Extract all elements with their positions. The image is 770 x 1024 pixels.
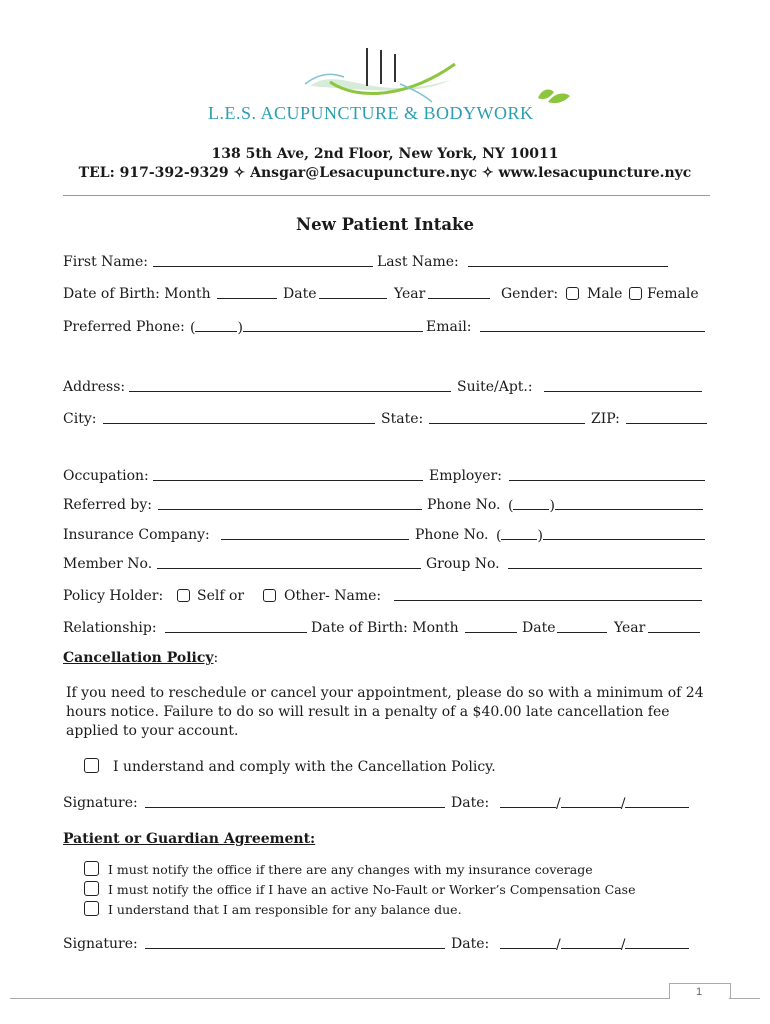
member-no-field[interactable] <box>157 555 421 569</box>
dob-year-field[interactable] <box>428 285 490 299</box>
insurance-phone-field[interactable] <box>543 526 705 540</box>
dob-date-field[interactable] <box>319 285 387 299</box>
occupation-label: Occupation: <box>63 468 149 484</box>
insurance-phone-area-field[interactable] <box>501 526 537 540</box>
signature-year-field-1[interactable] <box>625 794 689 808</box>
suite-label: Suite/Apt.: <box>457 379 533 395</box>
dob-date-label: Date <box>283 286 317 302</box>
signature-label-1: Signature: <box>63 795 138 811</box>
city-label: City: <box>63 411 97 427</box>
cancellation-heading-colon: : <box>213 650 219 666</box>
agreement-item-label-2: I must notify the office if I have an active No-Fault or Worker’s Compensation Case <box>108 882 636 897</box>
address-field[interactable] <box>129 378 451 392</box>
relationship-label: Relationship: <box>63 620 157 636</box>
male-label: Male <box>587 286 623 302</box>
agreement-checkbox-3[interactable] <box>84 901 99 916</box>
signature-year-field-2[interactable] <box>625 935 689 949</box>
dob-month-label: Date of Birth: Month <box>63 286 211 302</box>
signature-day-field-2[interactable] <box>561 935 621 949</box>
header-divider <box>63 195 710 196</box>
signature-date-label-2: Date: <box>451 936 490 952</box>
zip-field[interactable] <box>626 410 707 424</box>
address-label: Address: <box>63 379 126 395</box>
signature-label-2: Signature: <box>63 936 138 952</box>
female-label: Female <box>647 286 699 302</box>
agreement-item-label-3: I understand that I am responsible for any balance due. <box>108 902 462 917</box>
signature-month-field-1[interactable] <box>500 794 556 808</box>
agreement-heading-text: Patient or Guardian Agreement: <box>63 831 316 847</box>
state-field[interactable] <box>429 410 585 424</box>
first-name-label: First Name: <box>63 254 149 270</box>
self-label: Self or <box>197 588 245 604</box>
holder-dob-date-label: Date <box>522 620 556 636</box>
preferred-phone-label: Preferred Phone: <box>63 319 185 335</box>
referrer-phone-area-field[interactable] <box>513 496 549 510</box>
email-field[interactable] <box>480 318 705 332</box>
relationship-field[interactable] <box>165 619 307 633</box>
member-no-label: Member No. <box>63 556 153 572</box>
footer-line-left <box>10 998 670 999</box>
dob-month-field[interactable] <box>217 285 277 299</box>
preferred-phone-area-field[interactable] <box>195 318 237 332</box>
agreement-checkbox-1[interactable] <box>84 861 99 876</box>
holder-dob-year-label: Year <box>614 620 646 636</box>
other-name-label: Other- Name: <box>284 588 382 604</box>
footer-line-right <box>729 998 760 999</box>
occupation-field[interactable] <box>153 467 423 481</box>
insurance-phone-label: Phone No. <box>415 527 489 543</box>
self-checkbox[interactable] <box>177 589 190 602</box>
form-title: New Patient Intake <box>296 215 474 234</box>
clinic-address: 138 5th Ave, 2nd Floor, New York, NY 10011 <box>211 146 559 162</box>
cancellation-agree-label: I understand and comply with the Cancellation Policy. <box>113 759 496 775</box>
signature-field-1[interactable] <box>145 794 445 808</box>
holder-dob-year-field[interactable] <box>648 619 700 633</box>
referred-by-field[interactable] <box>158 496 422 510</box>
policy-holder-label: Policy Holder: <box>63 588 164 604</box>
signature-month-field-2[interactable] <box>500 935 556 949</box>
agreement-heading <box>63 830 315 848</box>
female-checkbox[interactable] <box>629 287 642 300</box>
signature-date-label-1: Date: <box>451 795 490 811</box>
cancellation-text: If you need to reschedule or cancel your appointment, please do so with a minimum of 24 hours notice. Failure to do so will result in a penalty of a $40.00 late cancellation fee applied to your account. <box>66 685 704 739</box>
logo-text: L.E.S. ACUPUNCTURE & BODYWORK <box>208 103 534 123</box>
email-label: Email: <box>426 319 472 335</box>
dob-year-label: Year <box>394 286 426 302</box>
cancellation-heading-row <box>63 649 218 667</box>
cancellation-heading: Cancellation Policy <box>63 650 214 666</box>
first-name-field[interactable] <box>153 253 373 267</box>
other-name-field[interactable] <box>394 587 702 601</box>
state-label: State: <box>381 411 424 427</box>
insurance-company-label: Insurance Company: <box>63 527 210 543</box>
employer-field[interactable] <box>509 467 705 481</box>
other-checkbox[interactable] <box>263 589 276 602</box>
agreement-checkbox-2[interactable] <box>84 881 99 896</box>
city-field[interactable] <box>103 410 375 424</box>
last-name-label: Last Name: <box>377 254 459 270</box>
employer-label: Employer: <box>429 468 502 484</box>
clinic-contact: TEL: 917-392-9329 ✧ Ansgar@Lesacupuncture.nyc ✧ www.lesacupuncture.nyc <box>78 165 692 181</box>
gender-label: Gender: <box>501 286 559 302</box>
cancellation-agree-checkbox[interactable] <box>84 758 99 773</box>
male-checkbox[interactable] <box>566 287 579 300</box>
holder-dob-date-field[interactable] <box>557 619 607 633</box>
group-no-label: Group No. <box>426 556 500 572</box>
insurance-company-field[interactable] <box>221 526 409 540</box>
holder-dob-month-field[interactable] <box>465 619 517 633</box>
group-no-field[interactable] <box>508 555 702 569</box>
referrer-phone-label: Phone No. <box>427 497 501 513</box>
suite-field[interactable] <box>544 378 702 392</box>
signature-field-2[interactable] <box>145 935 445 949</box>
page-number: 1 <box>695 986 703 998</box>
signature-day-field-1[interactable] <box>561 794 621 808</box>
referred-by-label: Referred by: <box>63 497 152 513</box>
preferred-phone-field[interactable] <box>243 318 423 332</box>
agreement-item-label-1: I must notify the office if there are any changes with my insurance coverage <box>108 862 593 877</box>
holder-dob-month-label: Date of Birth: Month <box>311 620 459 636</box>
logo-graphic <box>300 44 580 106</box>
referrer-phone-field[interactable] <box>555 496 703 510</box>
last-name-field[interactable] <box>468 253 668 267</box>
zip-label: ZIP: <box>591 411 620 427</box>
